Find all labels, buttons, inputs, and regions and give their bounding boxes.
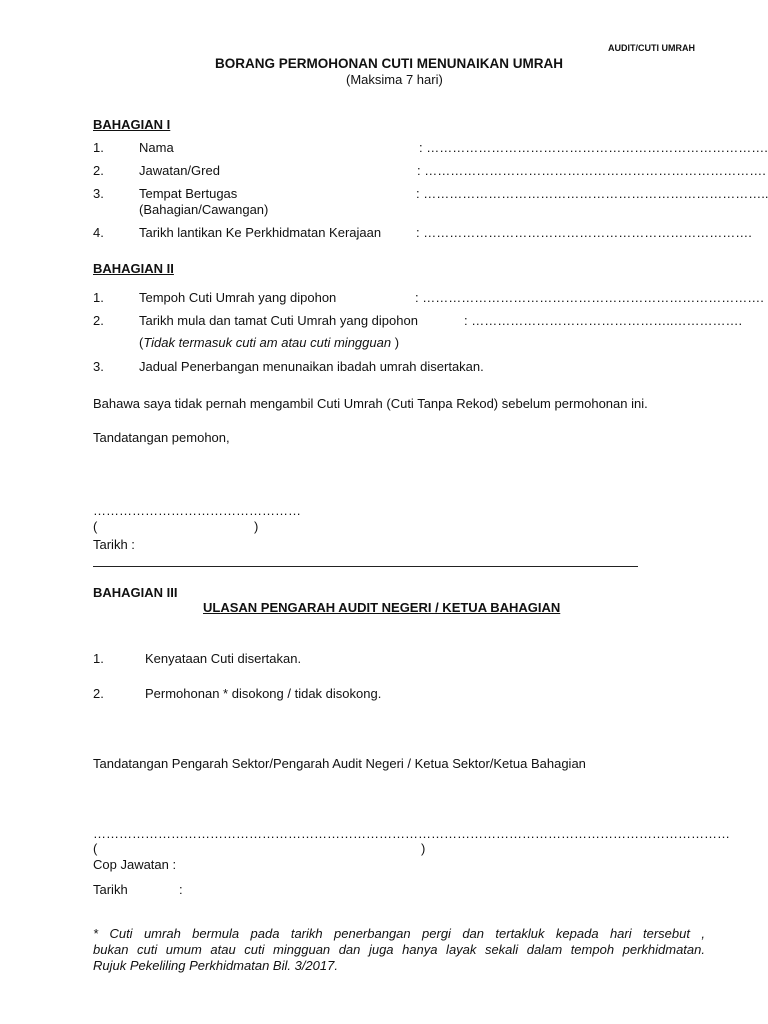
item-number: 4.	[93, 225, 104, 240]
item-number: 3.	[93, 359, 104, 374]
footnote	[93, 926, 705, 974]
nama-field[interactable]: : …………………………………………………………………….	[419, 140, 768, 155]
item-number: 2.	[93, 313, 104, 328]
item-label: Tarikh lantikan Ke Perkhidmatan Kerajaan	[139, 225, 382, 240]
item-number: 1.	[93, 651, 104, 666]
item-number: 3.	[93, 186, 104, 201]
tarikh-mula-field[interactable]: : ………………………………………..…………….	[464, 313, 743, 328]
director-signature-line[interactable]: …………………………………………………………………………………………………………………………………	[93, 826, 730, 841]
tempat-field[interactable]: : ……………………………………………………………………..	[416, 186, 768, 201]
item-label: Tarikh mula dan tamat Cuti Umrah yang dipohon	[139, 313, 418, 328]
declaration-text: Bahawa saya tidak pernah mengambil Cuti Umrah (Cuti Tanpa Rekod) sebelum permohonan ini.	[93, 396, 648, 411]
exclusion-note	[139, 335, 399, 350]
form-title: BORANG PERMOHONAN CUTI MENUNAIKAN UMRAH	[215, 56, 563, 71]
applicant-name-paren-open: (	[93, 519, 98, 534]
director-name-paren-close: )	[421, 841, 426, 856]
section-divider	[93, 566, 638, 567]
director-name-paren-open: (	[93, 841, 98, 856]
item-label: Jadual Penerbangan menunaikan ibadah umrah disertakan.	[139, 359, 484, 374]
form-subtitle: (Maksima 7 hari)	[346, 72, 443, 87]
applicant-signature-line[interactable]: …………………………………………	[93, 503, 301, 518]
note-close: )	[391, 335, 400, 350]
footnote-line-1: * Cuti umrah bermula pada tarikh penerbangan pergi dan tertakluk kepada hari tersebut ,	[93, 926, 705, 941]
item-label: Kenyataan Cuti disertakan.	[145, 651, 302, 666]
form-code: AUDIT/CUTI UMRAH	[608, 43, 695, 53]
item-label: Jawatan/Gred	[139, 163, 220, 178]
director-date-colon: :	[179, 882, 183, 897]
item-number: 1.	[93, 140, 104, 155]
item-label: Tempat Bertugas	[139, 186, 238, 201]
jawatan-field[interactable]: : …………………………………………………………………….	[417, 163, 766, 178]
item-number: 1.	[93, 290, 104, 305]
note-open: (	[139, 335, 144, 350]
item-number: 2.	[93, 163, 104, 178]
tempoh-field[interactable]: : …………………………………………………………………….	[415, 290, 764, 305]
section1-heading: BAHAGIAN I	[93, 117, 171, 132]
footnote-line-2: bukan cuti umum atau cuti mingguan dan juga hanya layak sekali dalam tempoh perkhidmatan.	[93, 942, 705, 957]
note-text: Tidak termasuk cuti am atau cuti mingguan	[143, 335, 392, 350]
tarikh-lantikan-field[interactable]: : ………………………………………………………………….	[416, 225, 752, 240]
applicant-signature-label: Tandatangan pemohon,	[93, 430, 230, 445]
item-label: Nama	[139, 140, 174, 155]
section3-title: ULASAN PENGARAH AUDIT NEGERI / KETUA BAHAGIAN	[203, 600, 561, 615]
item-label: Permohonan * disokong / tidak disokong.	[145, 686, 382, 701]
item-number: 2.	[93, 686, 104, 701]
director-date-label: Tarikh	[93, 882, 128, 897]
cop-jawatan-label: Cop Jawatan :	[93, 857, 177, 872]
applicant-name-paren-close: )	[254, 519, 259, 534]
applicant-date-label: Tarikh :	[93, 537, 135, 552]
director-signature-label: Tandatangan Pengarah Sektor/Pengarah Audit Negeri / Ketua Sektor/Ketua Bahagian	[93, 756, 586, 771]
item-sublabel: (Bahagian/Cawangan)	[139, 202, 269, 217]
footnote-line-3: Rujuk Pekeliling Perkhidmatan Bil. 3/2017.	[93, 958, 338, 973]
section2-heading: BAHAGIAN II	[93, 261, 174, 276]
section3-heading: BAHAGIAN III	[93, 585, 178, 600]
item-label: Tempoh Cuti Umrah yang dipohon	[139, 290, 337, 305]
